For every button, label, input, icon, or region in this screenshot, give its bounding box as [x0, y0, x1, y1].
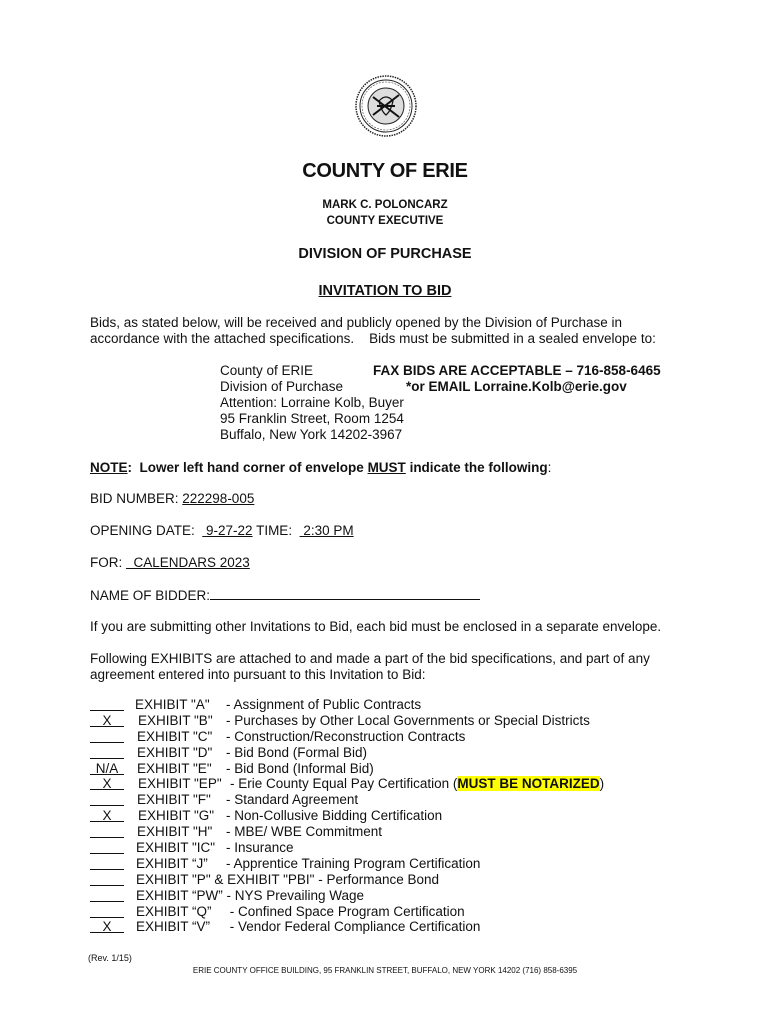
note-end: :	[547, 460, 552, 475]
exhibit-checkmark: X	[90, 808, 124, 822]
exhibit-description: - Construction/Reconstruction Contracts	[226, 728, 466, 744]
intro-line-2: accordance with the attached specifications. Bids must be submitted in a sealed envelope to:	[90, 331, 656, 346]
for-label: FOR:	[90, 555, 126, 570]
exhibit-description: - Bid Bond (Informal Bid)	[226, 760, 374, 776]
exhibit-label: EXHIBIT “J”	[136, 855, 208, 871]
note-label: NOTE	[90, 460, 128, 475]
opening-date-label: OPENING DATE:	[90, 523, 203, 538]
opening-date-line	[90, 523, 354, 538]
exhibit-label: EXHIBIT "EP"	[138, 776, 222, 792]
note-colon: :	[127, 460, 133, 475]
exhibit-label: EXHIBIT "E"	[137, 760, 212, 776]
bidder-name-label: NAME OF BIDDER:	[90, 588, 211, 603]
exhibit-label: EXHIBIT "G"	[138, 808, 215, 824]
envelope-note	[90, 460, 551, 475]
exhibit-description: - Non-Collusive Bidding Certification	[226, 808, 443, 824]
exhibit-checkmark: X	[90, 919, 124, 933]
footer-address: ERIE COUNTY OFFICE BUILDING, 95 FRANKLIN STREET, BUFFALO, NEW YORK 14202 (716) 858-6395	[192, 966, 578, 975]
county-title: COUNTY OF ERIE	[302, 160, 468, 182]
exhibit-description: - Confined Space Program Certification	[226, 903, 465, 919]
exhibit-checkmark	[90, 697, 124, 711]
exhibit-checkmark: X	[90, 776, 124, 790]
email-bids-note: *or EMAIL Lorraine.Kolb@erie.gov	[406, 379, 627, 394]
time-label: TIME:	[252, 523, 300, 538]
exhibit-label: EXHIBIT "C"	[137, 728, 213, 744]
exhibit-checkmark: X	[90, 713, 124, 727]
separate-envelope-note: If you are submitting other Invitations to Bid, each bid must be enclosed in a separate envelope.	[90, 619, 662, 634]
exhibits-intro-line-2: agreement entered into pursuant to this Invitation to Bid:	[90, 667, 426, 682]
executive-title: COUNTY EXECUTIVE	[326, 215, 444, 227]
division-title: DIVISION OF PURCHASE	[298, 246, 472, 262]
exhibit-description: - Vendor Federal Compliance Certification	[226, 919, 481, 935]
note-text-after: indicate the following	[405, 460, 548, 475]
address-line-1: County of ERIE	[220, 363, 314, 378]
exhibit-checkmark: N/A	[90, 761, 124, 775]
exhibit-checkmark	[90, 888, 124, 902]
exhibit-description: - Apprentice Training Program Certification	[226, 855, 481, 871]
exhibit-checkmark	[90, 904, 124, 918]
note-text-before: Lower left hand corner of envelope	[132, 460, 368, 475]
exhibit-checkmark	[90, 856, 124, 870]
exhibit-description-end: )	[599, 776, 605, 792]
exhibit-description-ep	[230, 776, 604, 792]
revision-label: (Rev. 1/15)	[88, 953, 132, 963]
bidder-name-line	[90, 587, 480, 603]
exhibit-description: - Purchases by Other Local Governments or Special Districts	[226, 712, 590, 728]
exhibit-checkmark	[90, 792, 124, 806]
exhibit-checkmark	[90, 745, 124, 759]
notarized-highlight: MUST BE NOTARIZED	[457, 776, 600, 792]
exhibit-description: - Bid Bond (Formal Bid)	[226, 744, 368, 760]
address-line-5: Buffalo, New York 14202-3967	[220, 427, 403, 442]
exhibit-label: EXHIBIT “PW” - NYS Prevailing Wage	[136, 887, 365, 903]
exhibit-description: - Erie County Equal Pay Certification (	[230, 776, 458, 792]
exhibit-label: EXHIBIT "B"	[138, 712, 213, 728]
exhibit-description: - Assignment of Public Contracts	[226, 697, 422, 712]
exhibit-label: EXHIBIT "IC"	[136, 840, 216, 856]
exhibit-label: EXHIBIT “V”	[136, 919, 211, 935]
for-line	[90, 555, 250, 570]
intro-line-1: Bids, as stated below, will be received and publicly opened by the Division of Purchase in	[90, 315, 623, 330]
opening-date-value: 9-27-22	[202, 523, 253, 538]
fax-bids-note: FAX BIDS ARE ACCEPTABLE – 716-858-6465	[373, 363, 661, 378]
exhibit-label: EXHIBIT “Q”	[136, 903, 212, 919]
county-seal-icon	[355, 75, 417, 137]
address-line-4: 95 Franklin Street, Room 1254	[220, 411, 404, 426]
exhibit-checkmark	[90, 872, 124, 886]
bidder-name-field[interactable]	[210, 587, 480, 600]
exhibit-label: EXHIBIT "A"	[135, 697, 210, 712]
bid-number-line	[90, 491, 254, 506]
note-must: MUST	[367, 460, 406, 475]
document-title: INVITATION TO BID	[318, 283, 452, 299]
exhibit-checkmark	[90, 840, 124, 854]
exhibit-label: EXHIBIT "D"	[137, 744, 213, 760]
exhibit-description: - Insurance	[226, 840, 294, 856]
address-line-2: Division of Purchase	[220, 379, 344, 394]
exhibit-description: - Standard Agreement	[226, 792, 359, 808]
exhibit-label: EXHIBIT "P" & EXHIBIT "PBI" - Performance Bond	[136, 871, 440, 887]
exhibits-intro-line-1: Following EXHIBITS are attached to and made a part of the bid specifications, and part of any	[90, 651, 650, 666]
address-line-3: Attention: Lorraine Kolb, Buyer	[220, 395, 404, 410]
for-value: CALENDARS 2023	[126, 555, 250, 570]
exhibit-label: EXHIBIT "H"	[137, 824, 213, 840]
exhibit-description: - MBE/ WBE Commitment	[226, 824, 383, 840]
bid-number-value: 222298-005	[182, 491, 255, 506]
exhibit-label: EXHIBIT "F"	[137, 792, 211, 808]
exhibit-checkmark	[90, 824, 124, 838]
executive-name: MARK C. POLONCARZ	[322, 199, 448, 211]
exhibit-checkmark	[90, 729, 124, 743]
bid-number-label: BID NUMBER:	[90, 491, 183, 506]
time-value: 2:30 PM	[299, 523, 354, 538]
